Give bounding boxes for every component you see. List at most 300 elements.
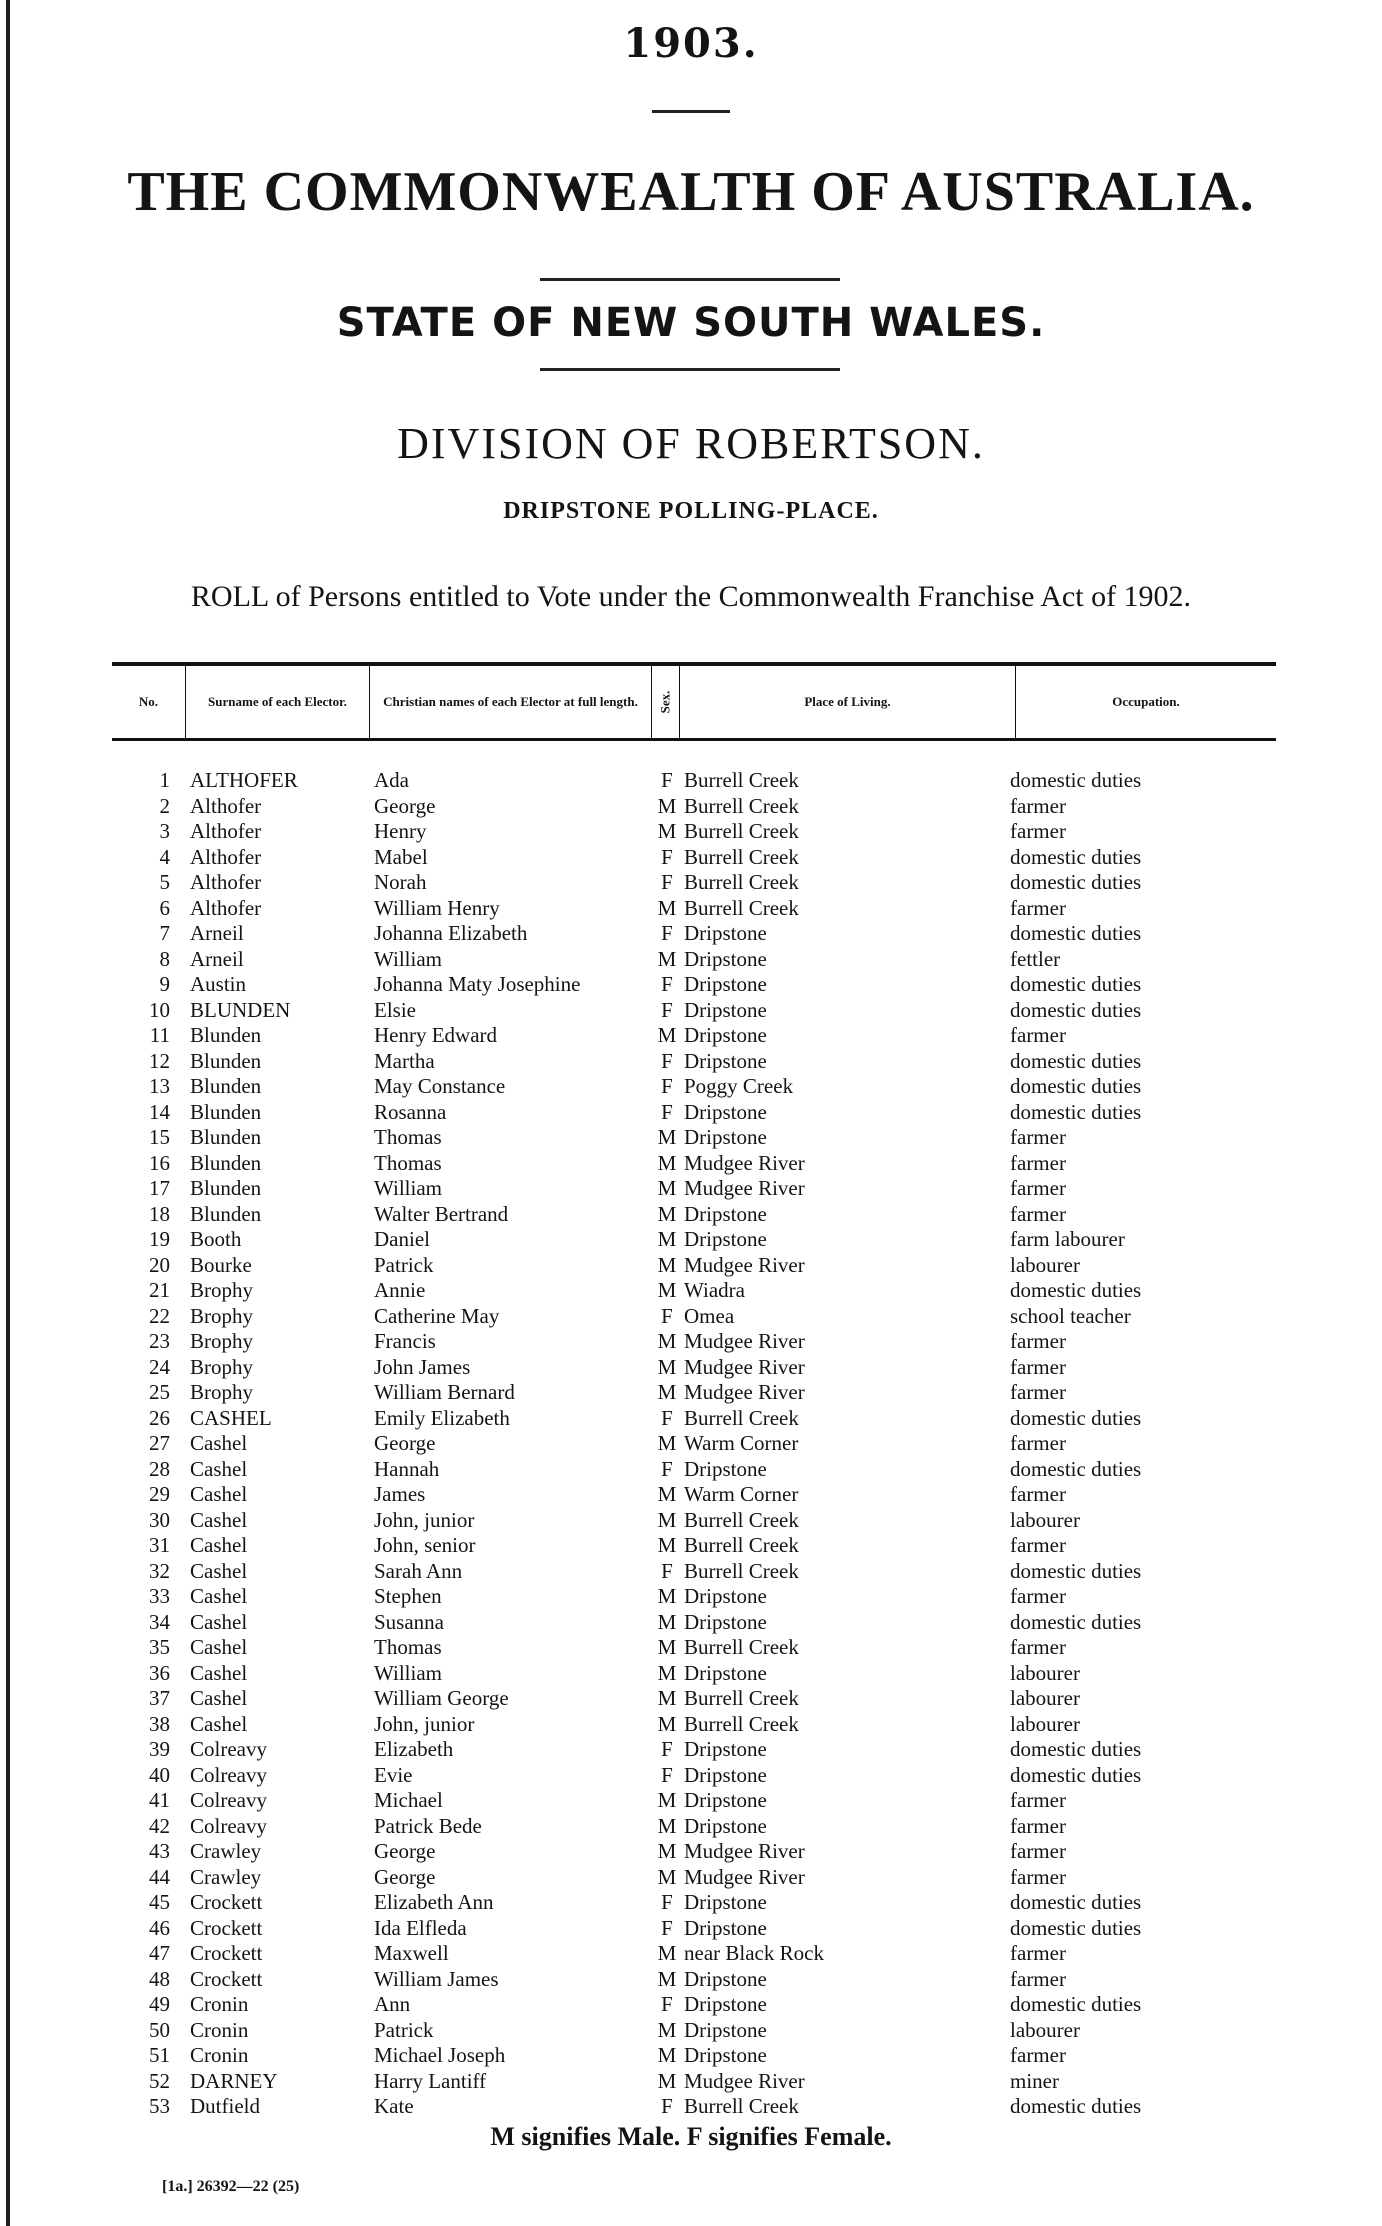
- header-surname: Surname of each Elector.: [186, 666, 370, 738]
- elector-number: 1: [159, 768, 170, 792]
- elector-christian-names: Hannah: [374, 1456, 440, 1481]
- elector-number: 14: [149, 1099, 170, 1124]
- elector-christian-names: William Bernard: [374, 1380, 515, 1404]
- table-row: [0, 1508, 1382, 1534]
- elector-christian-names: Kate: [374, 2094, 414, 2118]
- elector-number: 49: [149, 1992, 170, 2016]
- elector-sex: F: [661, 2094, 673, 2118]
- elector-number: 6: [159, 895, 170, 920]
- elector-christian-names: Sarah Ann: [374, 1558, 463, 1583]
- elector-occupation: farmer: [1010, 1813, 1066, 1838]
- header-occupation: Occupation.: [1112, 694, 1180, 709]
- elector-occupation: miner: [1010, 2068, 1059, 2093]
- elector-number: 42: [149, 1813, 170, 1838]
- elector-surname: Cashel: [190, 1558, 248, 1583]
- elector-sex: F: [661, 1737, 673, 1761]
- elector-occupation: farmer: [1010, 1941, 1066, 1965]
- elector-sex: M: [657, 895, 677, 920]
- table-row: [0, 1533, 1382, 1559]
- elector-place: Burrell Creek: [684, 1507, 799, 1532]
- elector-surname: Cashel: [190, 1686, 248, 1710]
- elector-number: 17: [149, 1176, 170, 1200]
- elector-occupation: farmer: [1010, 1482, 1066, 1506]
- elector-surname: Blunden: [190, 1125, 262, 1149]
- elector-christian-names: Ida Elfleda: [374, 1915, 467, 1940]
- elector-surname: CASHEL: [190, 1405, 272, 1430]
- elector-place: Burrell Creek: [684, 1533, 799, 1557]
- elector-surname: Cashel: [190, 1507, 248, 1532]
- elector-christian-names: Michael Joseph: [374, 2043, 506, 2067]
- elector-occupation: farmer: [1010, 2043, 1066, 2067]
- elector-occupation: domestic duties: [1010, 1609, 1142, 1634]
- table-row: [0, 1329, 1382, 1355]
- table-row: [0, 1457, 1382, 1483]
- table-row: [0, 1967, 1382, 1993]
- table-row: [0, 1814, 1382, 1840]
- elector-number: 3: [159, 819, 170, 843]
- elector-occupation: farmer: [1010, 1125, 1066, 1149]
- table-row: [0, 1074, 1382, 1100]
- table-row: [0, 1584, 1382, 1610]
- elector-surname: Arneil: [190, 921, 244, 945]
- elector-sex: F: [661, 844, 673, 869]
- elector-place: Dripstone: [684, 1584, 767, 1608]
- elector-surname: Blunden: [190, 1048, 262, 1073]
- year-heading: 1903.: [623, 20, 759, 67]
- table-row: [0, 1176, 1382, 1202]
- elector-sex: M: [657, 1609, 677, 1634]
- elector-sex: M: [657, 1788, 677, 1812]
- elector-sex: M: [657, 1150, 677, 1175]
- elector-sex: M: [657, 1023, 677, 1047]
- elector-surname: DARNEY: [190, 2068, 278, 2093]
- table-row: [0, 1610, 1382, 1636]
- table-row: [0, 2018, 1382, 2044]
- elector-place: Omea: [684, 1303, 735, 1328]
- elector-sex: M: [657, 1354, 677, 1379]
- table-row: [0, 1431, 1382, 1457]
- elector-christian-names: Rosanna: [374, 1099, 447, 1124]
- table-row: [0, 845, 1382, 871]
- header-christian-names: Christian names of each Elector at full length.: [370, 666, 652, 738]
- elector-place: Dripstone: [684, 921, 767, 945]
- state-heading: STATE OF NEW SOUTH WALES.: [336, 300, 1046, 346]
- elector-christian-names: William: [374, 1660, 442, 1685]
- elector-number: 32: [149, 1558, 170, 1583]
- table-row: [0, 768, 1382, 794]
- elector-number: 18: [149, 1201, 170, 1226]
- elector-place: Dripstone: [684, 1966, 767, 1991]
- elector-number: 11: [149, 1023, 170, 1047]
- elector-occupation: domestic duties: [1010, 997, 1142, 1022]
- elector-surname: Crockett: [190, 1941, 263, 1965]
- elector-occupation: labourer: [1010, 1686, 1080, 1710]
- elector-christian-names: Elizabeth Ann: [374, 1890, 494, 1914]
- elector-place: Mudgee River: [684, 1329, 805, 1353]
- elector-surname: Althofer: [190, 819, 262, 843]
- elector-place: Dripstone: [684, 2043, 767, 2067]
- elector-number: 27: [149, 1431, 170, 1455]
- elector-number: 50: [149, 2017, 170, 2042]
- elector-number: 44: [149, 1864, 170, 1889]
- elector-place: Dripstone: [684, 1023, 767, 1047]
- elector-place: Dripstone: [684, 2017, 767, 2042]
- elector-number: 4: [159, 844, 170, 869]
- elector-christian-names: Elizabeth: [374, 1737, 454, 1761]
- elector-number: 47: [149, 1941, 170, 1965]
- elector-number: 25: [149, 1380, 170, 1404]
- elector-sex: M: [657, 946, 677, 971]
- elector-christian-names: Michael: [374, 1788, 443, 1812]
- elector-place: Dripstone: [684, 997, 767, 1022]
- elector-place: Burrell Creek: [684, 819, 799, 843]
- elector-place: Dripstone: [684, 1890, 767, 1914]
- elector-number: 28: [149, 1456, 170, 1481]
- table-row: [0, 1559, 1382, 1585]
- elector-christian-names: Thomas: [374, 1125, 442, 1149]
- elector-surname: Brophy: [190, 1329, 253, 1353]
- table-row: [0, 1763, 1382, 1789]
- divider-rule: [652, 110, 730, 113]
- elector-place: Burrell Creek: [684, 2094, 799, 2118]
- elector-sex: M: [657, 1125, 677, 1149]
- table-row: [0, 1712, 1382, 1738]
- elector-sex: F: [661, 870, 673, 894]
- elector-place: Dripstone: [684, 1048, 767, 1073]
- elector-occupation: domestic duties: [1010, 1405, 1142, 1430]
- table-row: [0, 1482, 1382, 1508]
- elector-place: Burrell Creek: [684, 1405, 799, 1430]
- elector-place: Warm Corner: [684, 1482, 799, 1506]
- header-no: No.: [112, 666, 186, 738]
- elector-sex: M: [657, 1839, 677, 1863]
- elector-surname: Colreavy: [190, 1762, 267, 1787]
- elector-occupation: farmer: [1010, 1864, 1066, 1889]
- elector-surname: Cashel: [190, 1609, 248, 1634]
- elector-number: 10: [149, 997, 170, 1022]
- elector-sex: M: [657, 1635, 677, 1659]
- elector-occupation: farmer: [1010, 793, 1066, 818]
- elector-sex: M: [657, 1380, 677, 1404]
- elector-surname: Crockett: [190, 1890, 263, 1914]
- elector-sex: M: [657, 1431, 677, 1455]
- elector-sex: F: [661, 1890, 673, 1914]
- table-row: [0, 1202, 1382, 1228]
- elector-place: Wiadra: [684, 1278, 745, 1302]
- elector-surname: Arneil: [190, 946, 244, 971]
- polling-place-heading: DRIPSTONE POLLING-PLACE.: [503, 498, 879, 524]
- elector-sex: M: [657, 2017, 677, 2042]
- elector-occupation: farmer: [1010, 1533, 1066, 1557]
- elector-occupation: farmer: [1010, 1431, 1066, 1455]
- elector-sex: M: [657, 1482, 677, 1506]
- elector-surname: Althofer: [190, 870, 262, 894]
- elector-christian-names: John, senior: [374, 1533, 476, 1557]
- elector-place: Mudgee River: [684, 1150, 805, 1175]
- elector-number: 43: [149, 1839, 170, 1863]
- elector-number: 33: [149, 1584, 170, 1608]
- elector-surname: Cashel: [190, 1431, 248, 1455]
- elector-place: Burrell Creek: [684, 895, 799, 920]
- elector-sex: M: [657, 1227, 677, 1251]
- elector-sex: F: [661, 1074, 673, 1098]
- elector-occupation: labourer: [1010, 1660, 1080, 1685]
- elector-surname: Brophy: [190, 1303, 253, 1328]
- elector-christian-names: George: [374, 1839, 436, 1863]
- elector-place: Mudgee River: [684, 1176, 805, 1200]
- elector-number: 21: [149, 1278, 170, 1302]
- elector-christian-names: Mabel: [374, 844, 428, 869]
- table-row: [0, 1049, 1382, 1075]
- elector-surname: Crawley: [190, 1864, 262, 1889]
- elector-surname: Blunden: [190, 1176, 262, 1200]
- elector-number: 31: [149, 1533, 170, 1557]
- elector-number: 38: [149, 1711, 170, 1736]
- elector-number: 19: [149, 1227, 170, 1251]
- table-row: [0, 972, 1382, 998]
- table-row: [0, 1788, 1382, 1814]
- divider-rule: [540, 368, 840, 371]
- elector-christian-names: William: [374, 1176, 442, 1200]
- table-row: [0, 1737, 1382, 1763]
- elector-occupation: domestic duties: [1010, 768, 1142, 792]
- elector-christian-names: Emily Elizabeth: [374, 1405, 510, 1430]
- elector-occupation: farmer: [1010, 1201, 1066, 1226]
- elector-sex: M: [657, 1507, 677, 1532]
- table-row: [0, 1865, 1382, 1891]
- elector-place: Burrell Creek: [684, 768, 799, 792]
- elector-surname: Colreavy: [190, 1788, 267, 1812]
- elector-place: Warm Corner: [684, 1431, 799, 1455]
- elector-christian-names: Thomas: [374, 1150, 442, 1175]
- elector-place: Dripstone: [684, 1201, 767, 1226]
- elector-surname: Cronin: [190, 1992, 249, 2016]
- elector-occupation: farmer: [1010, 1584, 1066, 1608]
- elector-place: Dripstone: [684, 1227, 767, 1251]
- elector-occupation: farmer: [1010, 1329, 1066, 1353]
- elector-place: Dripstone: [684, 1915, 767, 1940]
- elector-christian-names: Ann: [374, 1992, 411, 2016]
- elector-place: Mudgee River: [684, 1252, 805, 1277]
- elector-occupation: farm labourer: [1010, 1227, 1125, 1251]
- elector-surname: Blunden: [190, 1023, 262, 1047]
- header-sex-label: Sex.: [657, 690, 673, 714]
- elector-surname: Cashel: [190, 1711, 248, 1736]
- elector-number: 20: [149, 1252, 170, 1277]
- elector-surname: Cashel: [190, 1660, 248, 1685]
- elector-surname: Brophy: [190, 1354, 253, 1379]
- elector-number: 34: [149, 1609, 170, 1634]
- elector-number: 2: [159, 793, 170, 818]
- print-reference: [1a.] 26392—22 (25): [162, 2178, 300, 2195]
- table-row: [0, 1406, 1382, 1432]
- division-heading: DIVISION OF ROBERTSON.: [397, 419, 985, 468]
- elector-number: 15: [149, 1125, 170, 1149]
- elector-occupation: domestic duties: [1010, 1278, 1142, 1302]
- elector-christian-names: John, junior: [374, 1711, 475, 1736]
- elector-sex: M: [657, 1533, 677, 1557]
- elector-occupation: domestic duties: [1010, 1915, 1142, 1940]
- elector-number: 9: [159, 972, 170, 996]
- table-row: [0, 2069, 1382, 2095]
- elector-surname: Blunden: [190, 1201, 262, 1226]
- elector-sex: M: [657, 819, 677, 843]
- table-row: [0, 1253, 1382, 1279]
- elector-sex: M: [657, 1176, 677, 1200]
- table-row: [0, 1125, 1382, 1151]
- elector-occupation: farmer: [1010, 1635, 1066, 1659]
- page-title: THE COMMONWEALTH OF AUSTRALIA.: [127, 161, 1255, 223]
- table-row: [0, 1380, 1382, 1406]
- elector-christian-names: Elsie: [374, 997, 416, 1022]
- elector-occupation: labourer: [1010, 1711, 1080, 1736]
- elector-occupation: farmer: [1010, 895, 1066, 920]
- elector-place: Burrell Creek: [684, 1711, 799, 1736]
- elector-sex: M: [657, 1252, 677, 1277]
- elector-christian-names: Francis: [374, 1329, 436, 1353]
- header-sex: [652, 666, 680, 738]
- elector-christian-names: Harry Lantiff: [374, 2068, 487, 2093]
- elector-surname: Bourke: [190, 1252, 252, 1277]
- elector-number: 40: [149, 1762, 170, 1787]
- elector-surname: Crockett: [190, 1915, 263, 1940]
- elector-surname: Crawley: [190, 1839, 262, 1863]
- elector-surname: Colreavy: [190, 1737, 267, 1761]
- elector-occupation: farmer: [1010, 1354, 1066, 1379]
- elector-christian-names: May Constance: [374, 1074, 506, 1098]
- elector-christian-names: Maxwell: [374, 1941, 449, 1965]
- sex-legend: M signifies Male. F signifies Female.: [490, 2122, 892, 2151]
- elector-surname: Cashel: [190, 1456, 248, 1481]
- elector-sex: M: [657, 1864, 677, 1889]
- elector-surname: Cashel: [190, 1635, 248, 1659]
- elector-christian-names: Henry Edward: [374, 1023, 498, 1047]
- elector-number: 13: [149, 1074, 170, 1098]
- elector-surname: Cashel: [190, 1584, 248, 1608]
- elector-christian-names: William James: [374, 1966, 499, 1991]
- elector-sex: F: [661, 1558, 673, 1583]
- table-row: [0, 1023, 1382, 1049]
- elector-christian-names: Annie: [374, 1278, 426, 1302]
- elector-number: 51: [149, 2043, 170, 2067]
- elector-christian-names: Patrick Bede: [374, 1813, 482, 1838]
- elector-occupation: farmer: [1010, 1966, 1066, 1991]
- elector-surname: Althofer: [190, 895, 262, 920]
- elector-number: 39: [149, 1737, 170, 1761]
- table-row: [0, 2043, 1382, 2069]
- elector-occupation: school teacher: [1010, 1303, 1131, 1328]
- table-row: [0, 870, 1382, 896]
- elector-number: 30: [149, 1507, 170, 1532]
- elector-sex: M: [657, 793, 677, 818]
- elector-surname: Brophy: [190, 1278, 253, 1302]
- elector-surname: Althofer: [190, 844, 262, 869]
- table-row: [0, 921, 1382, 947]
- elector-place: Dripstone: [684, 1125, 767, 1149]
- elector-sex: M: [657, 1329, 677, 1353]
- elector-surname: Cronin: [190, 2043, 249, 2067]
- elector-christian-names: James: [374, 1482, 426, 1506]
- elector-surname: ALTHOFER: [190, 768, 298, 792]
- elector-christian-names: George: [374, 1431, 436, 1455]
- elector-christian-names: Thomas: [374, 1635, 442, 1659]
- elector-surname: Dutfield: [190, 2094, 260, 2118]
- elector-sex: M: [657, 1941, 677, 1965]
- elector-number: 23: [149, 1329, 170, 1353]
- elector-occupation: farmer: [1010, 1839, 1066, 1863]
- elector-occupation: domestic duties: [1010, 921, 1142, 945]
- elector-place: Mudgee River: [684, 1380, 805, 1404]
- elector-sex: F: [661, 1762, 673, 1787]
- elector-christian-names: Norah: [374, 870, 427, 894]
- elector-number: 24: [149, 1354, 170, 1379]
- table-header: [112, 662, 1276, 741]
- elector-sex: M: [657, 2068, 677, 2093]
- elector-sex: M: [657, 1584, 677, 1608]
- elector-christian-names: Patrick: [374, 1252, 434, 1277]
- elector-number: 7: [159, 921, 170, 945]
- elector-place: Burrell Creek: [684, 1686, 799, 1710]
- elector-sex: F: [661, 1048, 673, 1073]
- elector-occupation: fettler: [1010, 946, 1061, 971]
- elector-number: 52: [149, 2068, 170, 2093]
- elector-place: Mudgee River: [684, 2068, 805, 2093]
- elector-occupation: labourer: [1010, 1252, 1080, 1277]
- elector-christian-names: John, junior: [374, 1507, 475, 1532]
- elector-sex: F: [661, 768, 673, 792]
- elector-sex: M: [657, 1813, 677, 1838]
- elector-occupation: domestic duties: [1010, 1099, 1142, 1124]
- elector-place: Dripstone: [684, 1762, 767, 1787]
- table-row: [0, 794, 1382, 820]
- elector-surname: Crockett: [190, 1966, 263, 1991]
- elector-sex: M: [657, 2043, 677, 2067]
- table-row: [0, 1151, 1382, 1177]
- table-row: [0, 2094, 1382, 2120]
- table-row: [0, 1355, 1382, 1381]
- table-row: [0, 896, 1382, 922]
- elector-sex: M: [657, 1711, 677, 1736]
- elector-occupation: domestic duties: [1010, 1992, 1142, 2016]
- elector-place: Dripstone: [684, 1992, 767, 2016]
- elector-number: 53: [149, 2094, 170, 2118]
- elector-christian-names: Susanna: [374, 1609, 444, 1634]
- elector-occupation: domestic duties: [1010, 1890, 1142, 1914]
- table-row: [0, 1661, 1382, 1687]
- elector-occupation: farmer: [1010, 1380, 1066, 1404]
- elector-occupation: farmer: [1010, 1176, 1066, 1200]
- elector-occupation: farmer: [1010, 819, 1066, 843]
- roll-title: ROLL of Persons entitled to Vote under the Commonwealth Franchise Act of 1902.: [190, 580, 1192, 613]
- elector-number: 22: [149, 1303, 170, 1328]
- elector-number: 12: [149, 1048, 170, 1073]
- elector-place: Burrell Creek: [684, 1558, 799, 1583]
- elector-sex: M: [657, 1966, 677, 1991]
- elector-occupation: farmer: [1010, 1023, 1066, 1047]
- elector-surname: Cronin: [190, 2017, 249, 2042]
- elector-occupation: domestic duties: [1010, 870, 1142, 894]
- elector-christian-names: Patrick: [374, 2017, 434, 2042]
- elector-place: Dripstone: [684, 946, 767, 971]
- elector-surname: Blunden: [190, 1150, 262, 1175]
- table-row: [0, 1839, 1382, 1865]
- table-row: [0, 1686, 1382, 1712]
- elector-surname: Cashel: [190, 1533, 248, 1557]
- elector-christian-names: John James: [374, 1354, 471, 1379]
- elector-christian-names: Martha: [374, 1048, 435, 1073]
- table-row: [0, 1941, 1382, 1967]
- elector-christian-names: Catherine May: [374, 1303, 500, 1328]
